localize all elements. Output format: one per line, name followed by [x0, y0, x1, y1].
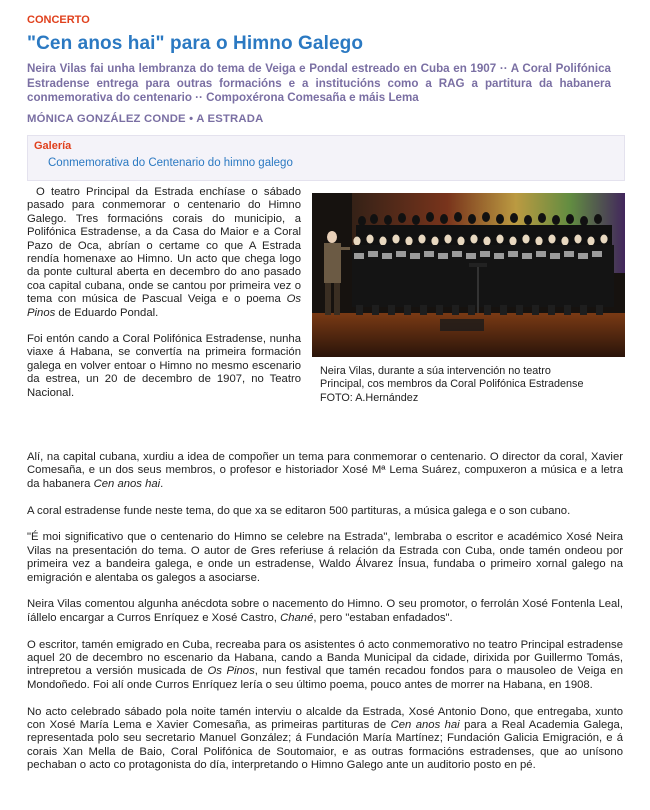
caption-line: Neira Vilas, durante a súa intervención no teatro	[320, 365, 551, 377]
photo-credit: FOTO: A.Hernández	[320, 391, 419, 404]
paragraph: Alí, na capital cubana, xurdiu a idea de compoñer un tema para conmemorar o centenario. O director da coral, Xavier Comesaña, e un dos seus membros, o profesor e historiador Xosé Mª Lema Suárez, compuxeron a música e a letra da habanera Cen anos hai.	[27, 451, 623, 490]
choir-photo-image	[312, 193, 625, 357]
gallery-label: Galería	[34, 140, 72, 152]
paragraph: O teatro Principal da Estrada enchíase o sábado pasado para conmemorar o centenario do Himno Galego. Tres formacións corais do municipio, a Polifónica Estradense, a da Casa do Maior e a Coral Pazo de Oca, abrían o certame co que A Estrada rendía homenaxe ao Himno. Un acto que chega logo da ponte cultural aberta en decembro do ano pasado coa capital cubana, onde se cantou por primeira vez o tema con música de Pascual Veiga e o poema Os Pinos de Eduardo Pondal.	[27, 186, 301, 319]
gallery-box	[27, 135, 625, 181]
paragraph: "É moi significativo que o centenario do Himno se celebre na Estrada", lembraba o escritor e académico Xosé Neira Vilas na presentación do tema. O autor de Gres referiuse á relación da Estrada con Cuba, onde tamén ondeou por primeira vez a bandeira galega, e onde un estradense, Waldo Álvarez Ínsua, fundaba o primeiro xornal galego na emigración e alentaba os galegos a asociarse.	[27, 531, 623, 584]
paragraph: O escritor, tamén emigrado en Cuba, recreaba para os asistentes ó acto conmemorativo no teatro Principal estradense aquel 20 de decembro no escenario da Habana, cando a Banda Municipal da cidade, dirixida por Guillermo Tomás, intrepretou a versión musicada de Os Pinos, nun festival que tamén recadou fondos para o mausoleo de Veiga en Mondoñedo. Foi alí onde Curros Enríquez lería o seu último poema, pouco antes de morrer na Habana, en 1908.	[27, 638, 623, 691]
paragraph: Neira Vilas comentou algunha anécdota sobre o nacemento do Himno. O seu promotor, o ferrolán Xosé Fontenla Leal, íállelo encargar a Curros Enríquez e Xosé Castro, Chané, pero "estaban enfadados".	[27, 598, 623, 624]
paragraph: Foi entón cando a Coral Polifónica Estradense, nunha viaxe á Habana, se convertía na primeira formación galega en volver entoar o Himno no mesmo escenario da estrea, un 20 de decembro de 1907, no Teatro Nacional.	[27, 333, 301, 399]
section-label: CONCERTO	[27, 14, 90, 26]
gallery-link[interactable]: Conmemorativa do Centenario do himno galego	[48, 157, 293, 169]
article-body	[27, 451, 623, 786]
byline: MÓNICA GONZÁLEZ CONDE • A ESTRADA	[27, 113, 264, 125]
page-title: "Cen anos hai" para o Himno Galego	[27, 33, 364, 54]
paragraph: A coral estradense funde neste tema, do que xa se editaron 500 partituras, a música galega e o son cubano.	[27, 504, 571, 517]
paragraph: No acto celebrado sábado pola noite tamén interviu o alcalde da Estrada, Xosé Antonio Dono, que entregaba, xunto con Xosé María Lema e Xavier Comesaña, as primeiras partituras de Cen anos hai para a Real Academia Galega, representada polo seu secretario Manuel González; á Fundación María Martínez; Fundación Galicia Emigración, e á corais Xan Mella de Baio, Coral Polifónica de Soutomaior, e as outras formacións estradenses, que ao unísono pechaban o acto co protagonista do día, interpretando o Himno Galego ante un auditorio posto en pé.	[27, 705, 623, 772]
photo-caption	[320, 365, 620, 405]
caption-line: Principal, cos membros da Coral Polifónica Estradense	[320, 378, 584, 391]
article-photo	[312, 193, 625, 357]
left-column	[27, 186, 301, 413]
article-lead: Neira Vilas fai unha lembranza do tema de Veiga e Pondal estreado en Cuba en 1907 ·· A Coral Polifónica Estradense entrega para outras formacións e a institucións como a RAG a partitura da habanera conmemorativa do centenario ·· Compoxérona Comesaña e máis Lema	[27, 62, 611, 104]
